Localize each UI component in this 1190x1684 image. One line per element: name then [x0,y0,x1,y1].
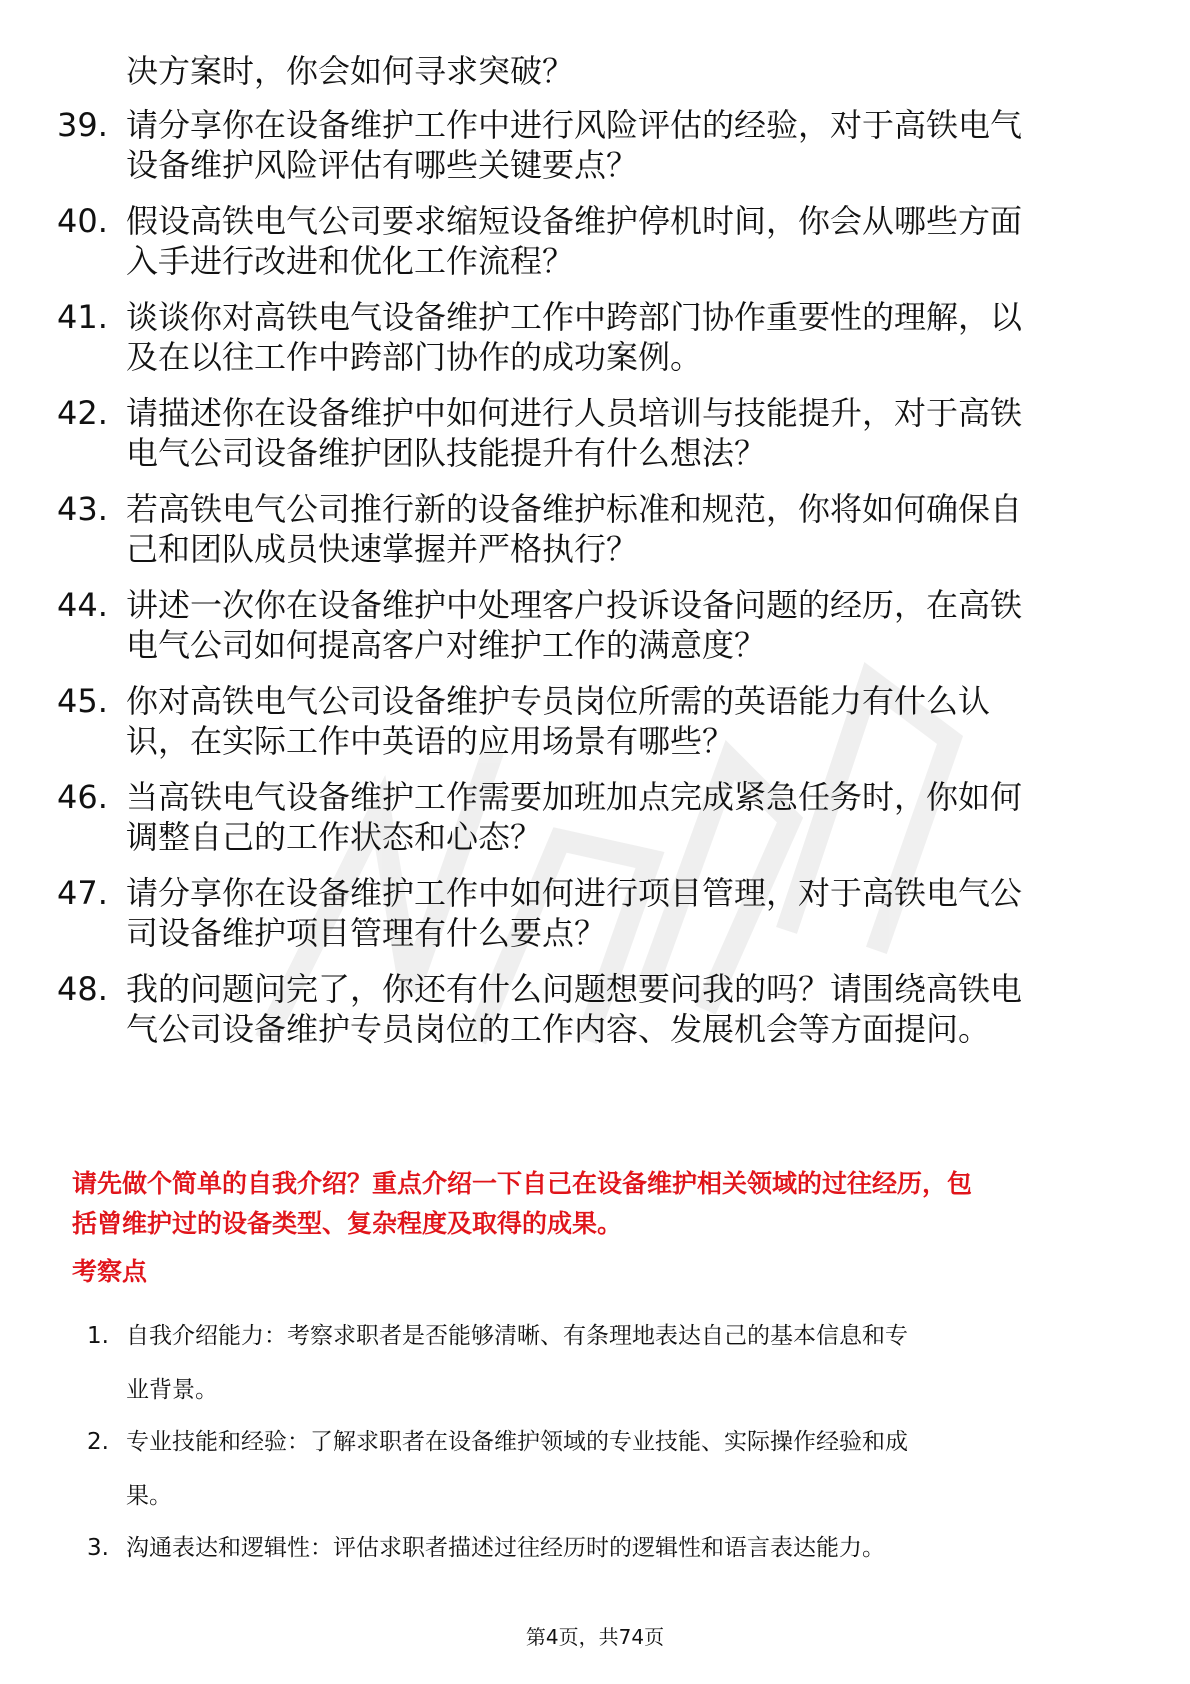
question-item [0,102,1190,198]
question-text-line: 讲述一次你在设备维护中处理客户投诉设备问题的经历，在高铁 [126,586,1023,624]
point-number: 2. [87,1429,109,1455]
question-item [0,966,1190,1062]
question-text-line: 气公司设备维护专员岗位的工作内容、发展机会等方面提问。 [126,1010,991,1048]
question-item [0,486,1190,582]
question-text-line: 假设高铁电气公司要求缩短设备维护停机时间，你会从哪些方面 [126,202,1023,240]
question-text-line: 你对高铁电气公司设备维护专员岗位所需的英语能力有什么认 [126,682,991,720]
point-text-line: 果。 [126,1483,172,1509]
section-title: 考察点 [72,1257,148,1286]
question-text-line: 设备维护风险评估有哪些关键要点？ [126,146,639,184]
point-text-line: 自我介绍能力：考察求职者是否能够清晰、有条理地表达自己的基本信息和专 [126,1323,908,1349]
point-text-line: 业背景。 [126,1377,218,1403]
question-item [0,390,1190,486]
continuation-text: 决方案时，你会如何寻求突破？ [126,52,575,90]
question-number: 48. [57,970,108,1008]
question-text-line: 请描述你在设备维护中如何进行人员培训与技能提升，对于高铁 [126,394,1023,432]
point-text-line: 专业技能和经验：了解求职者在设备维护领域的专业技能、实际操作经验和成 [126,1429,908,1455]
question-number: 40. [57,202,108,240]
question-item [0,582,1190,678]
question-number: 45. [57,682,108,720]
point-number: 3. [87,1535,109,1561]
question-item [0,870,1190,966]
question-text-line: 谈谈你对高铁电气设备维护工作中跨部门协作重要性的理解，以 [126,298,1023,336]
question-item [0,294,1190,390]
question-text-line: 电气公司设备维护团队技能提升有什么想法？ [126,434,767,472]
highlight-question [72,1164,1132,1244]
question-number: 43. [57,490,108,528]
highlight-line: 括曾维护过的设备类型、复杂程度及取得的成果。 [72,1209,623,1238]
question-text-line: 我的问题问完了，你还有什么问题想要问我的吗？请围绕高铁电 [126,970,1023,1008]
question-number: 44. [57,586,108,624]
question-number: 46. [57,778,108,816]
question-number: 42. [57,394,108,432]
question-text-line: 请分享你在设备维护工作中如何进行项目管理，对于高铁电气公 [126,874,1023,912]
point-number: 1. [87,1323,109,1349]
question-text-line: 入手进行改进和优化工作流程？ [126,242,575,280]
question-number: 39. [57,106,108,144]
question-text-line: 请分享你在设备维护工作中进行风险评估的经验，对于高铁电气 [126,106,1023,144]
question-item [0,678,1190,774]
point-text-line: 沟通表达和逻辑性：评估求职者描述过往经历时的逻辑性和语言表达能力。 [126,1535,885,1561]
highlight-line: 请先做个简单的自我介绍？重点介绍一下自己在设备维护相关领域的过往经历，包 [72,1169,973,1198]
question-text-line: 识，在实际工作中英语的应用场景有哪些？ [126,722,735,760]
question-text-line: 调整自己的工作状态和心态？ [126,818,543,856]
question-number: 41. [57,298,108,336]
question-item [0,774,1190,870]
question-text-line: 己和团队成员快速掌握并严格执行？ [126,530,639,568]
page-footer: 第4页，共74页 [525,1625,665,1649]
question-item [0,198,1190,294]
question-text-line: 司设备维护项目管理有什么要点？ [126,914,607,952]
question-number: 47. [57,874,108,912]
question-text-line: 当高铁电气设备维护工作需要加班加点完成紧急任务时，你如何 [126,778,1023,816]
question-text-line: 若高铁电气公司推行新的设备维护标准和规范，你将如何确保自 [126,490,1023,528]
question-text-line: 电气公司如何提高客户对维护工作的满意度？ [126,626,767,664]
question-text-line: 及在以往工作中跨部门协作的成功案例。 [126,338,703,376]
